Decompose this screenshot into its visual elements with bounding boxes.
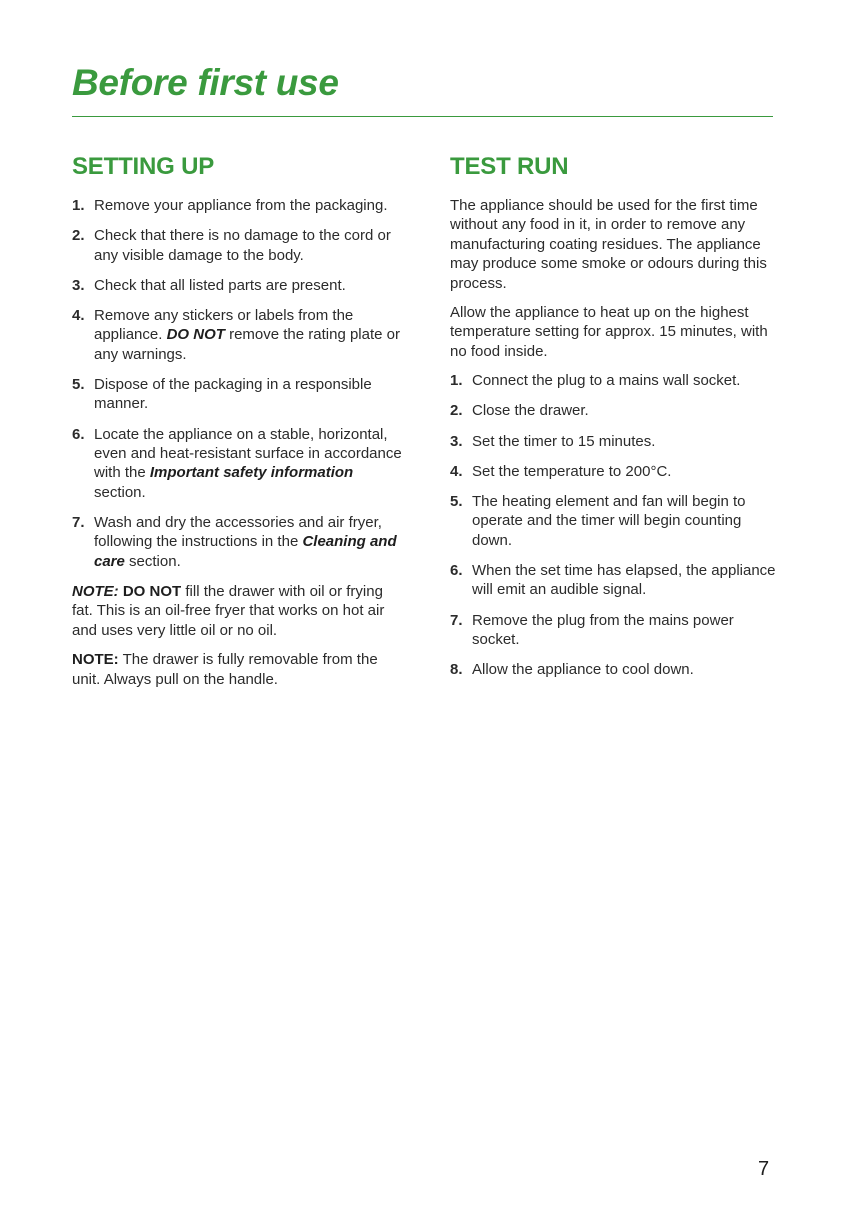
- test-run-intro: The appliance should be used for the first time without any food in it, in order to remove any manufacturing coating residues. The appliance may produce some smoke or odours during this process.: [450, 197, 767, 292]
- setting-up-heading: SETTING UP: [72, 153, 215, 180]
- list-item: [450, 561, 780, 600]
- list-item: [72, 375, 402, 414]
- step-number: 7.: [450, 611, 463, 629]
- step-text: Check that all listed parts are present.: [94, 276, 346, 294]
- list-item: [450, 611, 780, 650]
- list-item: [72, 306, 402, 364]
- step-number: 6.: [72, 425, 85, 443]
- list-item: [450, 492, 780, 550]
- step-number: 6.: [450, 562, 463, 580]
- step-number: 1.: [72, 197, 85, 214]
- step-text: Remove the plug from the mains power socket.: [472, 611, 734, 649]
- step-number: 2.: [450, 402, 463, 420]
- step-number: 5.: [450, 493, 463, 511]
- step-text: Check that there is no damage to the cord or any visible damage to the body.: [94, 227, 391, 264]
- step-text: Locate the appliance on a stable, horizontal, even and heat-resistant surface in accordance with the: [94, 425, 402, 482]
- list-item: [450, 660, 780, 679]
- setting-up-steps: [72, 196, 402, 571]
- step-text: Close the drawer.: [472, 402, 589, 420]
- step-text: The heating element and fan will begin to operate and the timer will begin counting down.: [472, 493, 746, 549]
- step-text: Remove your appliance from the packaging.: [94, 197, 388, 214]
- test-run-section: [450, 152, 780, 691]
- step-text: Dispose of the packaging in a responsible manner.: [94, 376, 372, 413]
- note-text: The drawer is fully removable from the unit. Always pull on the handle.: [72, 651, 378, 688]
- note-oil: [72, 582, 402, 640]
- test-run-heading: TEST RUN: [450, 153, 569, 180]
- step-number: 3.: [450, 432, 463, 450]
- step-number: 5.: [72, 376, 85, 394]
- step-number: 3.: [72, 276, 85, 294]
- step-text: Set the timer to 15 minutes.: [472, 432, 656, 450]
- note-label: NOTE:: [72, 583, 119, 601]
- step-number: 4.: [72, 307, 85, 325]
- note-drawer: [72, 650, 402, 689]
- list-item: [450, 462, 780, 481]
- emphasis-text: DO NOT: [122, 583, 182, 601]
- list-item: [72, 226, 402, 265]
- step-number: 1.: [450, 372, 463, 390]
- test-run-steps: [450, 371, 780, 679]
- step-text: Set the temperature to 200°C.: [472, 462, 672, 480]
- list-item: [72, 196, 402, 215]
- note-text: fill the drawer with oil or frying fat. This is an oil-free fryer that works on hot air and uses very little oil or no oil.: [72, 583, 385, 639]
- list-item: [450, 371, 780, 390]
- step-text: When the set time has elapsed, the appliance will emit an audible signal.: [472, 562, 776, 599]
- page-title: Before first use: [72, 62, 339, 103]
- emphasis-text: Cleaning and care: [94, 533, 397, 570]
- list-item: [72, 276, 402, 295]
- test-run-instructions: Allow the appliance to heat up on the highest temperature setting for approx. 15 minutes, with no food inside.: [450, 304, 768, 360]
- page-number: 7: [758, 1158, 770, 1180]
- step-text: Connect the plug to a mains wall socket.: [472, 372, 741, 390]
- step-text: remove the rating plate or any warnings.: [94, 326, 400, 363]
- list-item: [72, 513, 402, 571]
- note-label: NOTE:: [72, 651, 119, 669]
- list-item: [450, 432, 780, 451]
- step-text: section.: [94, 483, 146, 501]
- step-number: 8.: [450, 661, 463, 679]
- step-number: 4.: [450, 462, 463, 480]
- emphasis-text: Important safety information: [149, 464, 354, 482]
- list-item: [72, 425, 402, 503]
- step-text: Allow the appliance to cool down.: [472, 661, 694, 679]
- list-item: [450, 401, 780, 420]
- title-divider: [72, 116, 773, 117]
- step-text: Remove any stickers or labels from the appliance.: [94, 307, 354, 344]
- setting-up-section: [72, 152, 402, 699]
- emphasis-text: DO NOT: [166, 326, 225, 344]
- step-text: Wash and dry the accessories and air fryer, following the instructions in the: [94, 514, 382, 551]
- step-text: section.: [124, 552, 181, 570]
- step-number: 7.: [72, 514, 85, 532]
- step-number: 2.: [72, 227, 85, 245]
